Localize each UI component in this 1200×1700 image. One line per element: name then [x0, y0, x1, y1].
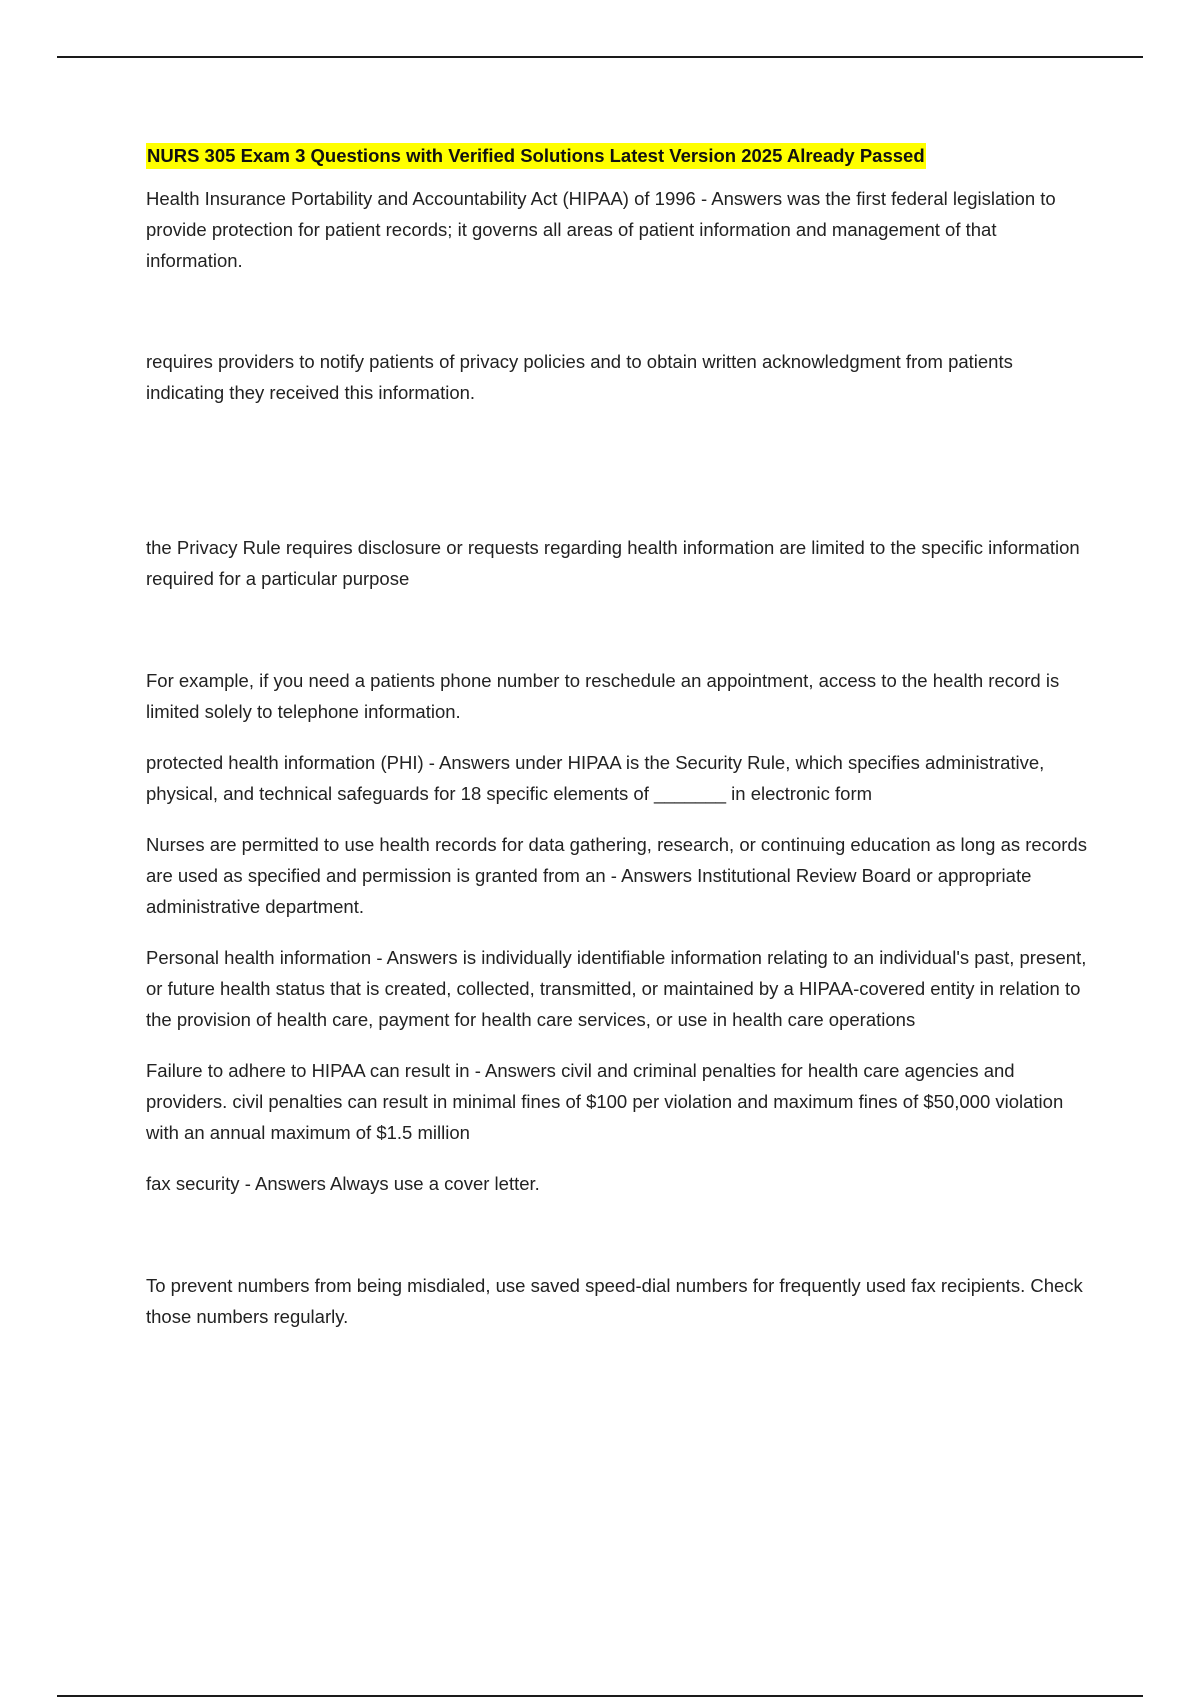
document-body — [146, 143, 1096, 1332]
document-title: NURS 305 Exam 3 Questions with Verified Solutions Latest Version 2025 Already Passed — [146, 143, 926, 169]
paragraph-failure-to-adhere: Failure to adhere to HIPAA can result in - Answers civil and criminal penalties for health care agencies and providers. civil penalties can result in minimal fines of $100 per violation and maximum fines of $50,000 violation with an annual maximum of $1.5 million — [146, 1060, 1064, 1143]
paragraph-phi: protected health information (PHI) - Answers under HIPAA is the Security Rule, which specifies administrative, physical, and technical safeguards for 18 specific elements of _______ in electronic form — [146, 752, 1045, 804]
footer-rule — [57, 1695, 1143, 1697]
paragraph-personal-health-info: Personal health information - Answers is individually identifiable information relating to an individual's past, present, or future health status that is created, collected, transmitted, or maintained by a HIPAA-covered entity in relation to the provision of health care, payment for health care services, or use in health care operations — [146, 947, 1087, 1030]
header-rule — [57, 56, 1143, 58]
paragraph-notify-patients: requires providers to notify patients of privacy policies and to obtain written acknowledgment from patients indicating they received this information. — [146, 351, 1013, 403]
paragraph-nurses: Nurses are permitted to use health records for data gathering, research, or continuing education as long as records are used as specified and permission is granted from an - Answers Institutional Review Board or appropriate administrative department. — [146, 834, 1087, 917]
paragraph-example: For example, if you need a patients phone number to reschedule an appointment, access to the health record is limited solely to telephone information. — [146, 670, 1060, 722]
document-title-wrapper — [146, 143, 1096, 183]
paragraph-hipaa: Health Insurance Portability and Accountability Act (HIPAA) of 1996 - Answers was the first federal legislation to provide protection for patient records; it governs all areas of patient information and management of that information. — [146, 188, 1056, 271]
paragraph-fax-security: fax security - Answers Always use a cover letter. — [146, 1173, 540, 1194]
paragraph-privacy-rule: the Privacy Rule requires disclosure or requests regarding health information are limited to the specific information required for a particular purpose — [146, 537, 1080, 589]
paragraph-speed-dial: To prevent numbers from being misdialed, use saved speed-dial numbers for frequently used fax recipients. Check those numbers regularly. — [146, 1275, 1083, 1327]
